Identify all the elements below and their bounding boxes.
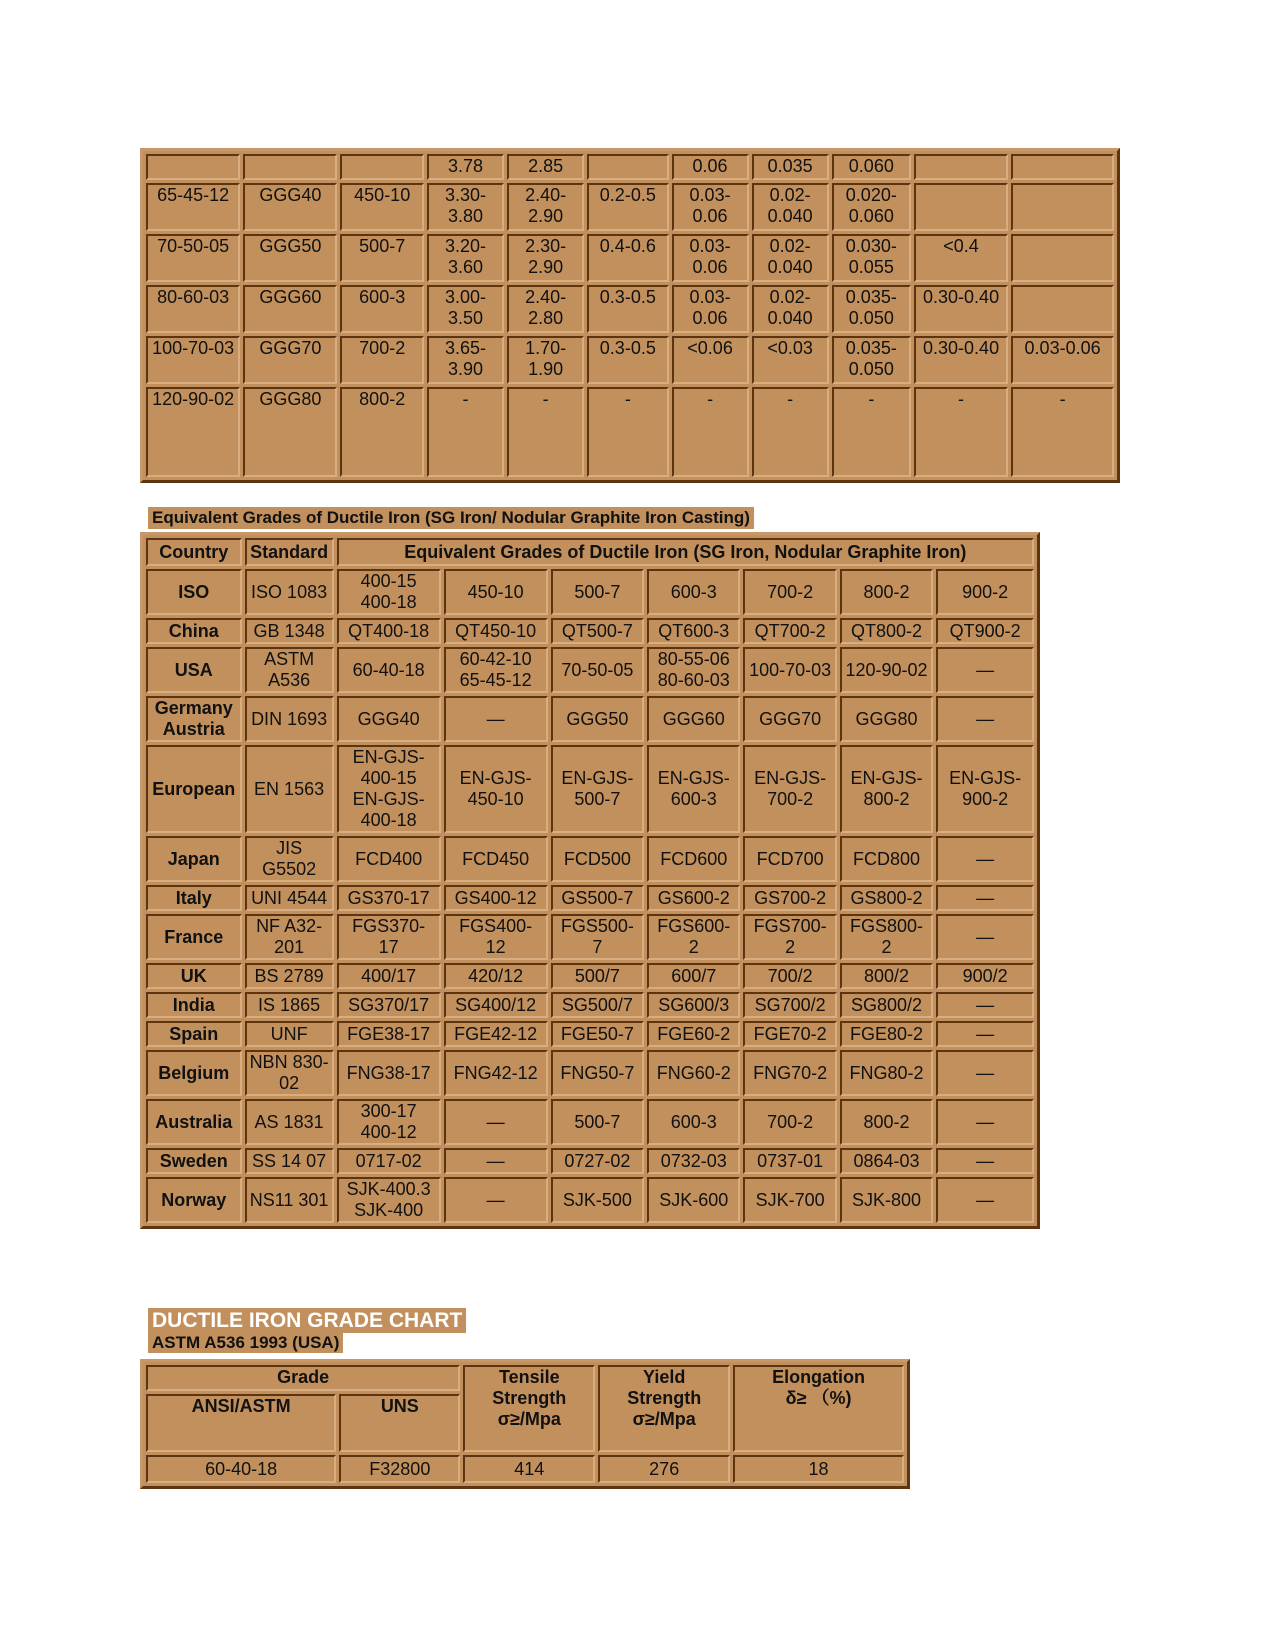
table-cell: ASTM A536 (245, 647, 334, 693)
table-cell: - (427, 387, 504, 477)
table-cell: UNI 4544 (245, 885, 334, 911)
table-cell: UK (146, 963, 242, 989)
table-cell: GGG50 (243, 234, 337, 282)
table-cell: FGE42-12 (444, 1021, 548, 1047)
table-cell: Sweden (146, 1148, 242, 1174)
table-row (146, 992, 1034, 1018)
table-cell: 600/7 (647, 963, 740, 989)
table-cell: <0.4 (914, 234, 1008, 282)
table-cell: Japan (146, 836, 242, 882)
table-cell: FCD600 (647, 836, 740, 882)
table-cell: FNG38-17 (337, 1050, 441, 1096)
table-cell: F32800 (339, 1455, 460, 1483)
table-cell: IS 1865 (245, 992, 334, 1018)
table-cell: — (936, 885, 1034, 911)
table-cell: India (146, 992, 242, 1018)
table-cell: 100-70-03 (743, 647, 836, 693)
table-cell: SJK-500 (551, 1177, 644, 1223)
table-cell: USA (146, 647, 242, 693)
table-cell: - (587, 387, 668, 477)
table-cell: Belgium (146, 1050, 242, 1096)
table-cell: SG400/12 (444, 992, 548, 1018)
equivalent-grades-caption: Equivalent Grades of Ductile Iron (SG Iron/ Nodular Graphite Iron Casting) (148, 507, 754, 529)
table-cell: QT900-2 (936, 618, 1034, 644)
equivalent-grades-table (140, 532, 1040, 1229)
table-cell: 0864-03 (840, 1148, 933, 1174)
table-cell: — (936, 1177, 1034, 1223)
table-cell: 900/2 (936, 963, 1034, 989)
table-cell: AS 1831 (245, 1099, 334, 1145)
table-cell: 900-2 (936, 569, 1034, 615)
table-cell: 700-2 (743, 569, 836, 615)
table-row (146, 914, 1034, 960)
table-row (146, 234, 1114, 282)
table-cell: 450-10 (340, 183, 424, 231)
table-row (146, 745, 1034, 833)
table-cell: 0.3-0.5 (587, 336, 668, 384)
table-cell: GS400-12 (444, 885, 548, 911)
table-cell (587, 154, 668, 180)
table-cell: SJK-400.3 SJK-400 (337, 1177, 441, 1223)
table-cell: 0.03- 0.06 (672, 234, 749, 282)
table-cell: ISO 1083 (245, 569, 334, 615)
composition-table (140, 148, 1120, 483)
table-cell: - (507, 387, 584, 477)
table-cell: 3.65- 3.90 (427, 336, 504, 384)
table-cell: 0.02- 0.040 (752, 285, 829, 333)
table-row (146, 154, 1114, 180)
table-cell: 0737-01 (743, 1148, 836, 1174)
table-cell: GS600-2 (647, 885, 740, 911)
table-cell: EN-GJS- 900-2 (936, 745, 1034, 833)
table-cell: 0.020- 0.060 (832, 183, 911, 231)
table-cell: GGG80 (243, 387, 337, 477)
table-cell: GGG60 (243, 285, 337, 333)
table-cell: — (936, 836, 1034, 882)
table-cell: NF A32- 201 (245, 914, 334, 960)
table-cell: SG500/7 (551, 992, 644, 1018)
table-cell: — (936, 647, 1034, 693)
table-row (146, 1099, 1034, 1145)
table-row (146, 885, 1034, 911)
table-row (146, 963, 1034, 989)
table-cell (340, 154, 424, 180)
table-cell: SG800/2 (840, 992, 933, 1018)
table-cell: — (444, 1099, 548, 1145)
header-elongation: Elongation δ≥ （%) (733, 1365, 904, 1452)
table-cell: GGG80 (840, 696, 933, 742)
table-cell: 400/17 (337, 963, 441, 989)
table-cell: <0.03 (752, 336, 829, 384)
table-row (146, 1148, 1034, 1174)
table-cell: 700-2 (743, 1099, 836, 1145)
table-cell: 0.06 (672, 154, 749, 180)
table-cell: 0.30-0.40 (914, 285, 1008, 333)
table-cell: FGS370- 17 (337, 914, 441, 960)
table-cell: — (936, 696, 1034, 742)
table-row (146, 1177, 1034, 1223)
table-cell: <0.06 (672, 336, 749, 384)
table-cell: QT500-7 (551, 618, 644, 644)
header-ansi-astm: ANSI/ASTM (146, 1394, 336, 1452)
table-cell: UNF (245, 1021, 334, 1047)
table-cell: 420/12 (444, 963, 548, 989)
table-cell (1011, 285, 1114, 333)
table-row (146, 285, 1114, 333)
table-row (146, 569, 1034, 615)
table-cell: 18 (733, 1455, 904, 1483)
table-cell: GS700-2 (743, 885, 836, 911)
table-cell: 0.035- 0.050 (832, 285, 911, 333)
table-cell: 3.30- 3.80 (427, 183, 504, 231)
table-cell: GGG70 (243, 336, 337, 384)
table-cell: Germany Austria (146, 696, 242, 742)
table-cell: ISO (146, 569, 242, 615)
table-cell: 276 (598, 1455, 730, 1483)
table-cell (1011, 154, 1114, 180)
table-row (146, 1455, 904, 1483)
table-cell: FCD500 (551, 836, 644, 882)
table-cell: FGE70-2 (743, 1021, 836, 1047)
table-cell: 500-7 (551, 1099, 644, 1145)
table-cell: 60-40-18 (337, 647, 441, 693)
table-cell: SJK-600 (647, 1177, 740, 1223)
grade-chart-title: DUCTILE IRON GRADE CHART (148, 1308, 466, 1333)
table-cell: 0.035 (752, 154, 829, 180)
table-cell: 65-45-12 (146, 183, 240, 231)
table-cell: GS370-17 (337, 885, 441, 911)
table-cell: 700-2 (340, 336, 424, 384)
grade-chart-subtitle: ASTM A536 1993 (USA) (148, 1333, 343, 1353)
table-row (146, 618, 1034, 644)
table-cell: 70-50-05 (146, 234, 240, 282)
table-row (146, 1050, 1034, 1096)
table-cell: FNG70-2 (743, 1050, 836, 1096)
table-cell: GGG60 (647, 696, 740, 742)
table-cell: 800-2 (340, 387, 424, 477)
table-cell: France (146, 914, 242, 960)
table-row (146, 387, 1114, 477)
table-cell: 500-7 (340, 234, 424, 282)
table-cell: EN-GJS- 500-7 (551, 745, 644, 833)
table-cell: EN-GJS- 400-15 EN-GJS- 400-18 (337, 745, 441, 833)
table-cell: 414 (463, 1455, 595, 1483)
table-cell: EN-GJS- 700-2 (743, 745, 836, 833)
table-cell: QT700-2 (743, 618, 836, 644)
table-row (146, 336, 1114, 384)
table-cell: SJK-800 (840, 1177, 933, 1223)
table-cell: GS500-7 (551, 885, 644, 911)
table-cell: FGS500- 7 (551, 914, 644, 960)
table-cell: 400-15 400-18 (337, 569, 441, 615)
table-cell: 0.02- 0.040 (752, 234, 829, 282)
table-cell: — (444, 1148, 548, 1174)
table-row (146, 696, 1034, 742)
table-cell (1011, 183, 1114, 231)
table-row (146, 647, 1034, 693)
table-cell: 2.40- 2.80 (507, 285, 584, 333)
table-cell: EN-GJS- 800-2 (840, 745, 933, 833)
table-cell: GS800-2 (840, 885, 933, 911)
table-cell: FNG50-7 (551, 1050, 644, 1096)
table-cell: FGE50-7 (551, 1021, 644, 1047)
table-cell: 500/7 (551, 963, 644, 989)
header-tensile-strength: Tensile Strength σ≥/Mpa (463, 1365, 595, 1452)
table-cell: - (832, 387, 911, 477)
table-cell: 60-40-18 (146, 1455, 336, 1483)
table-cell: FNG42-12 (444, 1050, 548, 1096)
table-cell: 60-42-10 65-45-12 (444, 647, 548, 693)
table-cell: FNG60-2 (647, 1050, 740, 1096)
table-cell: 0.035- 0.050 (832, 336, 911, 384)
table-cell: 800-2 (840, 569, 933, 615)
table-cell: SJK-700 (743, 1177, 836, 1223)
header-standard: Standard (245, 538, 334, 566)
table-cell: 0732-03 (647, 1148, 740, 1174)
header-uns: UNS (339, 1394, 460, 1452)
table-cell: FGS600- 2 (647, 914, 740, 960)
table-cell: 0.030- 0.055 (832, 234, 911, 282)
table-cell: - (1011, 387, 1114, 477)
table-cell: 70-50-05 (551, 647, 644, 693)
table-row (146, 1021, 1034, 1047)
header-yield-strength: Yield Strength σ≥/Mpa (598, 1365, 730, 1452)
table-cell: EN-GJS- 600-3 (647, 745, 740, 833)
table-cell: FGE60-2 (647, 1021, 740, 1047)
table-cell: 80-55-06 80-60-03 (647, 647, 740, 693)
table-cell: Spain (146, 1021, 242, 1047)
table-cell: 0.3-0.5 (587, 285, 668, 333)
table-row (146, 183, 1114, 231)
table-cell: — (936, 1021, 1034, 1047)
table-cell: 2.30- 2.90 (507, 234, 584, 282)
table-cell: 2.40- 2.90 (507, 183, 584, 231)
table-cell: NBN 830- 02 (245, 1050, 334, 1096)
table-cell: NS11 301 (245, 1177, 334, 1223)
table-cell (146, 154, 240, 180)
table-cell: - (752, 387, 829, 477)
table-cell: 80-60-03 (146, 285, 240, 333)
header-equivalent-grades: Equivalent Grades of Ductile Iron (SG Iron, Nodular Graphite Iron) (337, 538, 1034, 566)
table-cell: SG700/2 (743, 992, 836, 1018)
table-cell: QT450-10 (444, 618, 548, 644)
table-cell (1011, 234, 1114, 282)
table-cell: QT600-3 (647, 618, 740, 644)
table-cell: 0727-02 (551, 1148, 644, 1174)
table-cell: 3.78 (427, 154, 504, 180)
table-cell: — (936, 992, 1034, 1018)
table-cell: 0.30-0.40 (914, 336, 1008, 384)
table-cell: 0717-02 (337, 1148, 441, 1174)
table-cell: BS 2789 (245, 963, 334, 989)
table-cell: GGG40 (243, 183, 337, 231)
table-cell: FNG80-2 (840, 1050, 933, 1096)
table-cell: 0.4-0.6 (587, 234, 668, 282)
table-cell: — (936, 1148, 1034, 1174)
table-cell: 600-3 (647, 1099, 740, 1145)
table-cell: 800/2 (840, 963, 933, 989)
table-cell: 0.03- 0.06 (672, 285, 749, 333)
table-cell: — (936, 1099, 1034, 1145)
table-cell: JIS G5502 (245, 836, 334, 882)
table-cell (914, 183, 1008, 231)
table-cell: China (146, 618, 242, 644)
table-cell: Australia (146, 1099, 242, 1145)
table-cell: FCD700 (743, 836, 836, 882)
table-cell: SG600/3 (647, 992, 740, 1018)
table-cell: FGS700- 2 (743, 914, 836, 960)
table-cell: 0.03- 0.06 (672, 183, 749, 231)
table-cell: 0.060 (832, 154, 911, 180)
table-cell: Norway (146, 1177, 242, 1223)
table-cell: — (936, 914, 1034, 960)
table-cell: SG370/17 (337, 992, 441, 1018)
table-cell: 0.02- 0.040 (752, 183, 829, 231)
table-cell: 0.2-0.5 (587, 183, 668, 231)
table-cell: QT400-18 (337, 618, 441, 644)
table-cell: Italy (146, 885, 242, 911)
table-cell: GGG50 (551, 696, 644, 742)
table-cell: 2.85 (507, 154, 584, 180)
table-cell: 120-90-02 (840, 647, 933, 693)
table-cell: 0.03-0.06 (1011, 336, 1114, 384)
table-cell: FGE80-2 (840, 1021, 933, 1047)
table-cell: 1.70- 1.90 (507, 336, 584, 384)
table-cell: FCD400 (337, 836, 441, 882)
table-cell: FCD450 (444, 836, 548, 882)
table-cell: - (672, 387, 749, 477)
header-country: Country (146, 538, 242, 566)
table-cell: GB 1348 (245, 618, 334, 644)
table-cell: FCD800 (840, 836, 933, 882)
table-cell: FGE38-17 (337, 1021, 441, 1047)
table-cell: 100-70-03 (146, 336, 240, 384)
table-cell: GGG40 (337, 696, 441, 742)
table-row (146, 836, 1034, 882)
grade-chart-table (140, 1359, 910, 1489)
table-cell: FGS800- 2 (840, 914, 933, 960)
table-cell: QT800-2 (840, 618, 933, 644)
table-cell: 450-10 (444, 569, 548, 615)
table-header-row (146, 538, 1034, 566)
table-cell: 3.00- 3.50 (427, 285, 504, 333)
table-cell: SS 14 07 (245, 1148, 334, 1174)
table-header-row (146, 1365, 904, 1391)
table-cell: 800-2 (840, 1099, 933, 1145)
table-cell: 300-17 400-12 (337, 1099, 441, 1145)
table-cell: 3.20- 3.60 (427, 234, 504, 282)
table-cell: — (444, 1177, 548, 1223)
table-cell: - (914, 387, 1008, 477)
table-cell: FGS400- 12 (444, 914, 548, 960)
table-cell: GGG70 (743, 696, 836, 742)
table-cell: 500-7 (551, 569, 644, 615)
table-cell: — (444, 696, 548, 742)
table-cell (243, 154, 337, 180)
table-cell: DIN 1693 (245, 696, 334, 742)
table-cell: — (936, 1050, 1034, 1096)
table-cell: EN 1563 (245, 745, 334, 833)
header-grade: Grade (146, 1365, 460, 1391)
table-cell: EN-GJS- 450-10 (444, 745, 548, 833)
table-cell: 700/2 (743, 963, 836, 989)
table-cell (914, 154, 1008, 180)
table-cell: 600-3 (647, 569, 740, 615)
table-cell: European (146, 745, 242, 833)
table-cell: 120-90-02 (146, 387, 240, 477)
table-cell: 600-3 (340, 285, 424, 333)
